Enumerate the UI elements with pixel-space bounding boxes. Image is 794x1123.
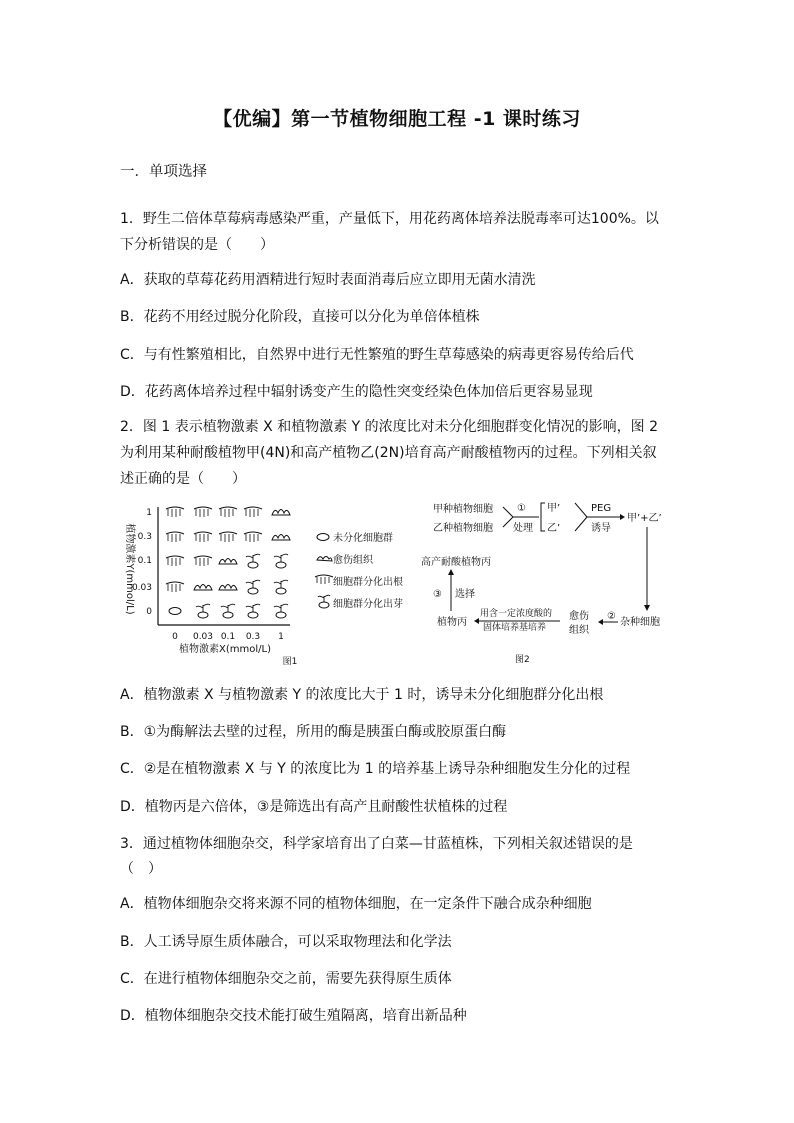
undifferentiated-symbol — [169, 608, 181, 615]
q1-option-d: D．花药离体培养过程中辐射诱变产生的隐性突变经染色体加倍后更容易显现 — [120, 384, 593, 400]
callus-symbol — [219, 585, 237, 591]
callus-symbol — [272, 535, 290, 541]
shoot-symbol — [196, 604, 210, 618]
fig1-ytick-5: 0 — [146, 607, 152, 617]
q3-option-a: A．植物体细胞杂交将来源不同的植物体细胞，在一定条件下融合成杂种细胞 — [120, 896, 592, 912]
fig2-induce: 诱导 — [591, 523, 611, 534]
fig1-caption: 图1 — [282, 657, 298, 667]
q2-option-b: B．①为酶解法去壁的过程，所用的酶是胰蛋白酶或胶原蛋白酶 — [120, 724, 507, 740]
shoot-symbol — [246, 604, 260, 618]
figure-2 — [421, 502, 662, 665]
root-symbol — [166, 556, 184, 566]
q3-stem-line1: 3．通过植物体细胞杂交，科学家培育出了白菜—甘蓝植株，下列相关叙述错误的是 — [120, 836, 633, 852]
fig1-xlabel: 植物激素X(mmol/L) — [179, 644, 271, 655]
legend-shoot-label: 细胞群分化出芽 — [333, 599, 403, 610]
fig1-ytick-4: 0.03 — [131, 583, 152, 593]
fig1-legend — [315, 531, 403, 610]
fig2-yi-p: 乙’ — [547, 523, 561, 534]
fig2-step3: ③ — [433, 589, 442, 600]
fig1-ytick-3: 0.1 — [137, 556, 152, 566]
root-symbol — [244, 532, 262, 542]
fig1-xtick-1: 0 — [172, 632, 178, 642]
fig2-merge-line-1 — [575, 503, 587, 517]
legend-undiff-icon — [317, 534, 329, 541]
fig2-callus-2: 组织 — [569, 625, 589, 636]
fig1-ytick-2: 0.3 — [137, 532, 152, 542]
q2-stem-line1: 2．图 1 表示植物激素 X 和植物激素 Y 的浓度比对未分化细胞群变化情况的影响，图 2 — [120, 419, 659, 435]
fig1-symbol-grid — [166, 507, 290, 618]
q1-option-c: C．与有性繁殖相比，自然界中进行无性繁殖的野生草莓感染的病毒更容易传给后代 — [120, 347, 634, 363]
legend-undiff-label: 未分化细胞群 — [333, 533, 393, 544]
q2-stem-line2: 为利用某种耐酸植物甲(4N)和高产植物乙(2N)培育高产耐酸植物丙的过程。下列相关叙 — [120, 445, 657, 461]
shoot-symbol — [274, 580, 288, 594]
callus-symbol — [272, 510, 290, 516]
fig1-xtick-2: 0.03 — [192, 632, 214, 642]
fig2-bracket — [541, 503, 545, 531]
legend-root-icon — [315, 575, 333, 584]
q2-option-d: D．植物丙是六倍体，③是筛选出有高产且耐酸性状植株的过程 — [120, 799, 508, 815]
fig2-fused: 甲’+乙’ — [627, 513, 662, 524]
root-symbol — [194, 532, 212, 542]
fig2-step2: ② — [607, 611, 616, 622]
q2-stem-line3: 述正确的是（ ） — [120, 471, 246, 487]
legend-root-label: 细胞群分化出根 — [333, 577, 403, 588]
shoot-symbol — [274, 554, 288, 568]
q3-option-b: B．人工诱导原生质体融合，可以采取物理法和化学法 — [120, 934, 452, 950]
fig2-callus-1: 愈伤 — [569, 611, 589, 622]
q1-stem-line2: 下分析错误的是（ ） — [120, 237, 274, 253]
page-title: 【优编】第一节植物细胞工程 -1 课时练习 — [213, 108, 581, 130]
root-symbol — [219, 532, 237, 542]
fig2-medium-2: 固体培养基培养 — [483, 623, 547, 633]
fig2-medium-1: 用含一定浓度酸的 — [480, 609, 553, 619]
shoot-symbol — [221, 604, 235, 618]
fig2-arrowhead-up — [448, 569, 454, 575]
fig1-ytick-1: 1 — [146, 508, 152, 518]
fig2-target: 高产耐酸植物丙 — [421, 557, 491, 568]
fig1-xtick-5: 1 — [278, 632, 284, 642]
q1-stem-line1: 1．野生二倍体草莓病毒感染严重，产量低下，用花药离体培养法脱毒率可达100%。以 — [120, 211, 659, 227]
root-symbol — [219, 507, 237, 517]
fig2-step1: ① — [517, 503, 526, 514]
callus-symbol — [219, 559, 237, 565]
q1-option-a: A．获取的草莓花药用酒精进行短时表面消毒后应立即用无菌水清洗 — [120, 272, 536, 288]
fig1-xtick-3: 0.1 — [220, 632, 236, 642]
callus-symbol — [194, 585, 212, 591]
root-symbol — [194, 507, 212, 517]
q3-stem-line2: （ ） — [120, 861, 162, 877]
figures-svg — [115, 497, 690, 667]
fig2-arrowhead-2 — [620, 514, 625, 520]
q3-option-c: C．在进行植物体细胞杂交之前，需要先获得原生质体 — [120, 971, 452, 987]
fig2-treat: 处理 — [513, 523, 533, 534]
root-symbol — [166, 507, 184, 517]
shoot-symbol — [274, 604, 288, 618]
fig2-merge-bracket — [503, 507, 513, 527]
fig2-caption: 图2 — [515, 655, 530, 665]
shoot-symbol — [246, 554, 260, 568]
legend-callus-icon — [317, 557, 332, 562]
q3-option-d: D．植物体细胞杂交技术能打破生殖隔离，培育出新品种 — [120, 1008, 467, 1024]
figure-area — [115, 497, 690, 667]
fig2-hybrid: 杂种细胞 — [620, 617, 660, 628]
fig2-plant-c: 植物丙 — [437, 617, 467, 628]
fig1-ylabel: 植物激素Y(mmol/L) — [124, 523, 135, 615]
fig2-jia-cell: 甲种植物细胞 — [433, 504, 493, 515]
q2-option-a: A．植物激素 X 与植物激素 Y 的浓度比大于 1 时，诱导未分化细胞群分化出根 — [120, 687, 604, 703]
fig2-select: 选择 — [455, 589, 475, 600]
fig1-xtick-4: 0.3 — [245, 632, 261, 642]
root-symbol — [194, 556, 212, 566]
fig2-jia-p: 甲’ — [547, 503, 561, 514]
fig2-peg: PEG — [591, 503, 612, 514]
fig2-arrowhead-4 — [474, 618, 479, 624]
legend-callus-label: 愈伤组织 — [333, 555, 373, 566]
root-symbol — [244, 507, 262, 517]
q2-option-c: C．②是在植物激素 X 与 Y 的浓度比为 1 的培养基上诱导杂种细胞发生分化的过程 — [120, 761, 631, 777]
section-heading: 一．单项选择 — [120, 164, 207, 180]
fig2-arrowhead-3 — [598, 619, 603, 625]
fig2-arrowhead-down — [644, 605, 650, 611]
figure-1 — [124, 507, 403, 667]
fig2-merge-line-2 — [575, 517, 587, 531]
fig2-yi-cell: 乙种植物细胞 — [433, 523, 493, 534]
root-symbol — [166, 532, 184, 542]
legend-shoot-icon — [318, 595, 330, 608]
q1-option-b: B．花药不用经过脱分化阶段，直接可以分化为单倍体植株 — [120, 309, 480, 325]
root-symbol — [166, 582, 184, 592]
shoot-symbol — [246, 580, 260, 594]
